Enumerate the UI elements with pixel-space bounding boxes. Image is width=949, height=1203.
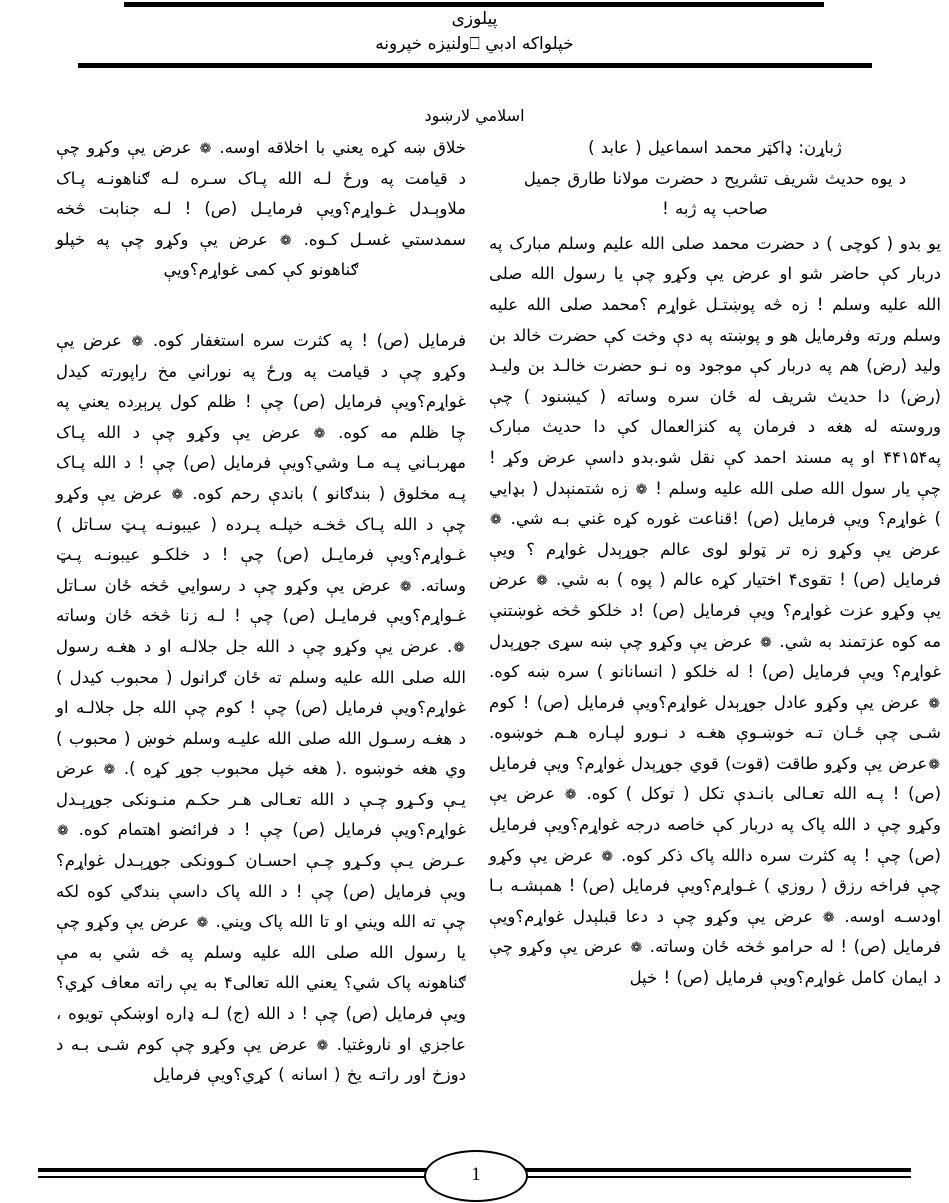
text-run: زه شتمنېدل ( بډایي ) غواړم؟ ویې فرمایل (ص) !قناعت غوره کړه غني بـه شي. <box>489 478 941 529</box>
floral-separator-icon: ❁ <box>57 823 69 840</box>
floral-separator-icon: ❁ <box>928 695 940 712</box>
floral-separator-icon: ❁ <box>536 573 548 590</box>
masthead <box>0 0 949 72</box>
text-run: عـرض یـې وکـړو چـې احسـان کـوونکی جوړېـدل غواړم؟ویې فرمایل (ص) چې ! د الله پاک داسې بندګي کوه لکه چې ته الله ویني او تا الله پاک ویني. <box>56 851 466 932</box>
text-run: خلاق ښه کړه یعني با اخلاقه اوسه. <box>212 138 466 157</box>
floral-separator-icon: ❁ <box>760 634 772 651</box>
article-subtitle-line-1: د یوه حدیث شریف تشریح د حضرت مولانا طارق جمیل <box>523 168 907 188</box>
translator-byline: ژباړن: ډاکټر محمد اسماعیل ( عابد ) <box>588 138 842 157</box>
floral-separator-icon: ❁ <box>131 333 144 350</box>
floral-separator-icon: ❁ <box>564 787 577 804</box>
publication-subtitle: خپلواکه ادبي ⎕ولنیزه خپرونه <box>375 34 574 54</box>
text-run: عرض یې وکړو زه تر ټولو لوی عالم جوړېدل غواړم ؟ ویې فرمایل (ص) ! تقوی۴ اختیار کړه عالم ( پوه ) به شي. <box>489 539 941 590</box>
floral-separator-icon: ❁ <box>453 639 465 656</box>
text-run: عرض یې وکړو چې د الله پاک په دربار کې خاصه درجه غواړم؟ویې فرمایل (ص) چې ! په کثرت سره دالله پاک ذکر کوه. <box>489 784 941 865</box>
text-run: عرض یې وکړو چې فراخه رزق ( روزي ) غـواړم؟ویې فرمایل (ص) ! همېشـه بـا اودسـه اوسه. <box>489 845 941 926</box>
floral-separator-icon: ❁ <box>196 915 209 932</box>
text-run: عرض یې وکړو چې د قیامت په ورځ په نوراني مخ راپورته کیدل غواړم؟ویې فرمایل (ص) چې ! ظلم کول پرېږده یعني په چا ظلم مه کوه. <box>56 330 466 442</box>
text-run: عرض یې وکړو چې ښه سړی جوړېدل غواړم؟ ویې فرمایل (ص) ! له خلکو ( انسانانو ) سره ښه کوه. <box>489 631 941 682</box>
page-footer <box>0 1148 949 1203</box>
paragraph <box>489 229 941 994</box>
paragraph <box>56 133 466 286</box>
section-title: اسلامي لارښود <box>424 106 525 125</box>
text-run: یو بدو ( کوچی ) د حضرت محمد صلی الله علیم وسلم مبارک په دربار کې حاضر شو او عرض یې وکړو چې یا رسول الله صلی الله علیه وسلم ! زه څه پوښتـل غواړم ؟محمد صلی الله علیه وسلم ورته وفرمایل هو و پوښته په دې وخت کې حضرت خالد بن ولید (رض) هم په دربار کې موجود وه نـو حضرت خالـد بن ولیـد (رض) دا حدیث شریف له ځان سره وساته ( کیښنود ) چې وروسته له هغه د فرمان په کنزالعمال کې دا حدیث مبارک په۴۴۱۵۴ او په مسند احمد کې نقل شو.بدو داسې عرض وکړ ! چې یار سول الله صلی الله علیه وسلم ! <box>489 233 941 498</box>
text-run: عرض یې وکړو چې د الله پـاک څخـه خپلـه پـرده ( عیبونـه پـټ سـاتل ) غـواړم؟ویې فرمایـل (ص) چې ! د خلکـو عیبونـه پـټ وساته. <box>56 483 466 595</box>
text-run: عرض یې وکړو چې د الله پـاک مهربـاني پـه مـا وشي؟ویې فرمایل (ص) چې ! د الله پـاک پـه مخلوق ( بندګانو ) باندې رحم کوه. <box>56 422 466 503</box>
article-columns <box>0 133 949 1133</box>
text-run: عرض یې وکړو چې د قیامت په ورځ لـه الله پـاک سـره لـه ګناهونـه پـاک ملاوېـدل غـواړم؟ویې فرمایـل (ص) ! لـه جنابت څخه سمدستي غسـل کـوه. <box>56 138 466 249</box>
article-subtitle-line-2: صاحب په ژبه ! <box>662 199 768 219</box>
floral-separator-icon: ❁ <box>928 756 940 773</box>
floral-separator-icon: ❁ <box>316 1037 329 1054</box>
floral-separator-icon: ❁ <box>490 512 502 529</box>
floral-separator-icon: ❁ <box>171 486 184 503</box>
text-run: عرض یې وکړو چې په خپلو ګناهونو کې کمی غواړم؟ویې <box>56 229 359 280</box>
text-run: عرض یې وکړو چې د ایمان کامل غواړم؟ویې فرمایل (ص) ! خپل <box>489 937 941 988</box>
text-run: عرض یې وکړو عادل جوړېدل غواړم؟ویې فرمایل (ص) ! کوم شـی چې ځـان تـه خوښـوې هغـه د نـورو لپـاره هـم خوښوه. <box>489 692 941 743</box>
text-run: عرض یې وکړو چې یا رسول الله صلی الله علیه وسلم په څه شي به مې ګناهونه پاک شي؟ یعني الله تعالی۴ به یې راته معاف کړي؟ویې فرمایل (ص) چې ! د الله (ج) لـه ډاره اوښکې تویوه ، عاجزي او ناروغتیا. <box>56 912 466 1054</box>
text-run: عرض یې وکړو چې د رسوایي څخه ځان سـاتل غـواړم؟ویې فرمایـل (ص) چې ! لـه زنا څخه ځان وساته <box>56 575 466 626</box>
text-run: عرض یې وکړو چې د دعا قبلېدل غواړم؟ویې فرمایل (ص) ! له حرامو څخه ځان وساته. <box>489 906 941 957</box>
masthead-rule-top <box>124 2 824 7</box>
page-number: 1 <box>424 1150 528 1202</box>
floral-separator-icon: ❁ <box>601 848 614 865</box>
masthead-rule-bottom <box>78 63 872 68</box>
floral-separator-icon: ❁ <box>822 909 835 926</box>
text-run: عرض یـې وکـړو چـې د الله تعـالی هـر حکـم منـونکی جوړېـدل غواړم؟ویې فرمایل (ص) چې ! د فرائضو اهتمام کوه. <box>56 759 466 840</box>
publication-title: پیلوزی <box>451 9 498 29</box>
column-left <box>56 133 466 1091</box>
floral-separator-icon: ❁ <box>399 578 412 595</box>
paragraph-spacer <box>56 286 466 326</box>
text-run: عرض یې وکړو طاقت (قوت) قوي جوړېدل غواړم؟ ویې فرمایل (ص) ! پـه الله تعـالی بانـدې تکل ( توکل ) کوه. <box>489 753 942 804</box>
floral-separator-icon: ❁ <box>199 141 212 157</box>
text-run: فرمایل (ص) ! په کثرت سره استغفار کوه. <box>144 330 466 350</box>
column-right <box>489 133 941 994</box>
floral-separator-icon: ❁ <box>313 425 326 442</box>
text-run: عرض یې وکړو عزت غواړم؟ ویې فرمایل (ص) !د خلکو څخه غوښتنې مه کوه عزتمند به شي. <box>489 570 941 651</box>
floral-separator-icon: ❁ <box>279 232 292 249</box>
floral-separator-icon: ❁ <box>630 940 643 957</box>
floral-separator-icon: ❁ <box>103 762 116 779</box>
byline-block <box>489 133 941 225</box>
floral-separator-icon: ❁ <box>635 481 648 498</box>
text-run: عرض یې وکړو چې کوم شـی بـه د دوزخ اور راتـه یخ ( اسانه ) کړي؟ویې فرمایل <box>56 1034 466 1085</box>
text-run: . عرض یې وکړو چې د الله جل جلالـه او د هغـه رسول الله صلی الله علیه وسلم ته ځان ګرانول ( محبوب کیدل ) غواړم؟ویې فرمایل (ص) چې ! کوم چې الله جل جلالـه او د هغـه رسـول الله صلی الله علیـه وسلم خوښ ( محبوب ) وي هغه خوښوه .( هغه خپل محبوب جوړ کړه ). <box>56 636 466 779</box>
paragraph <box>56 326 466 1091</box>
